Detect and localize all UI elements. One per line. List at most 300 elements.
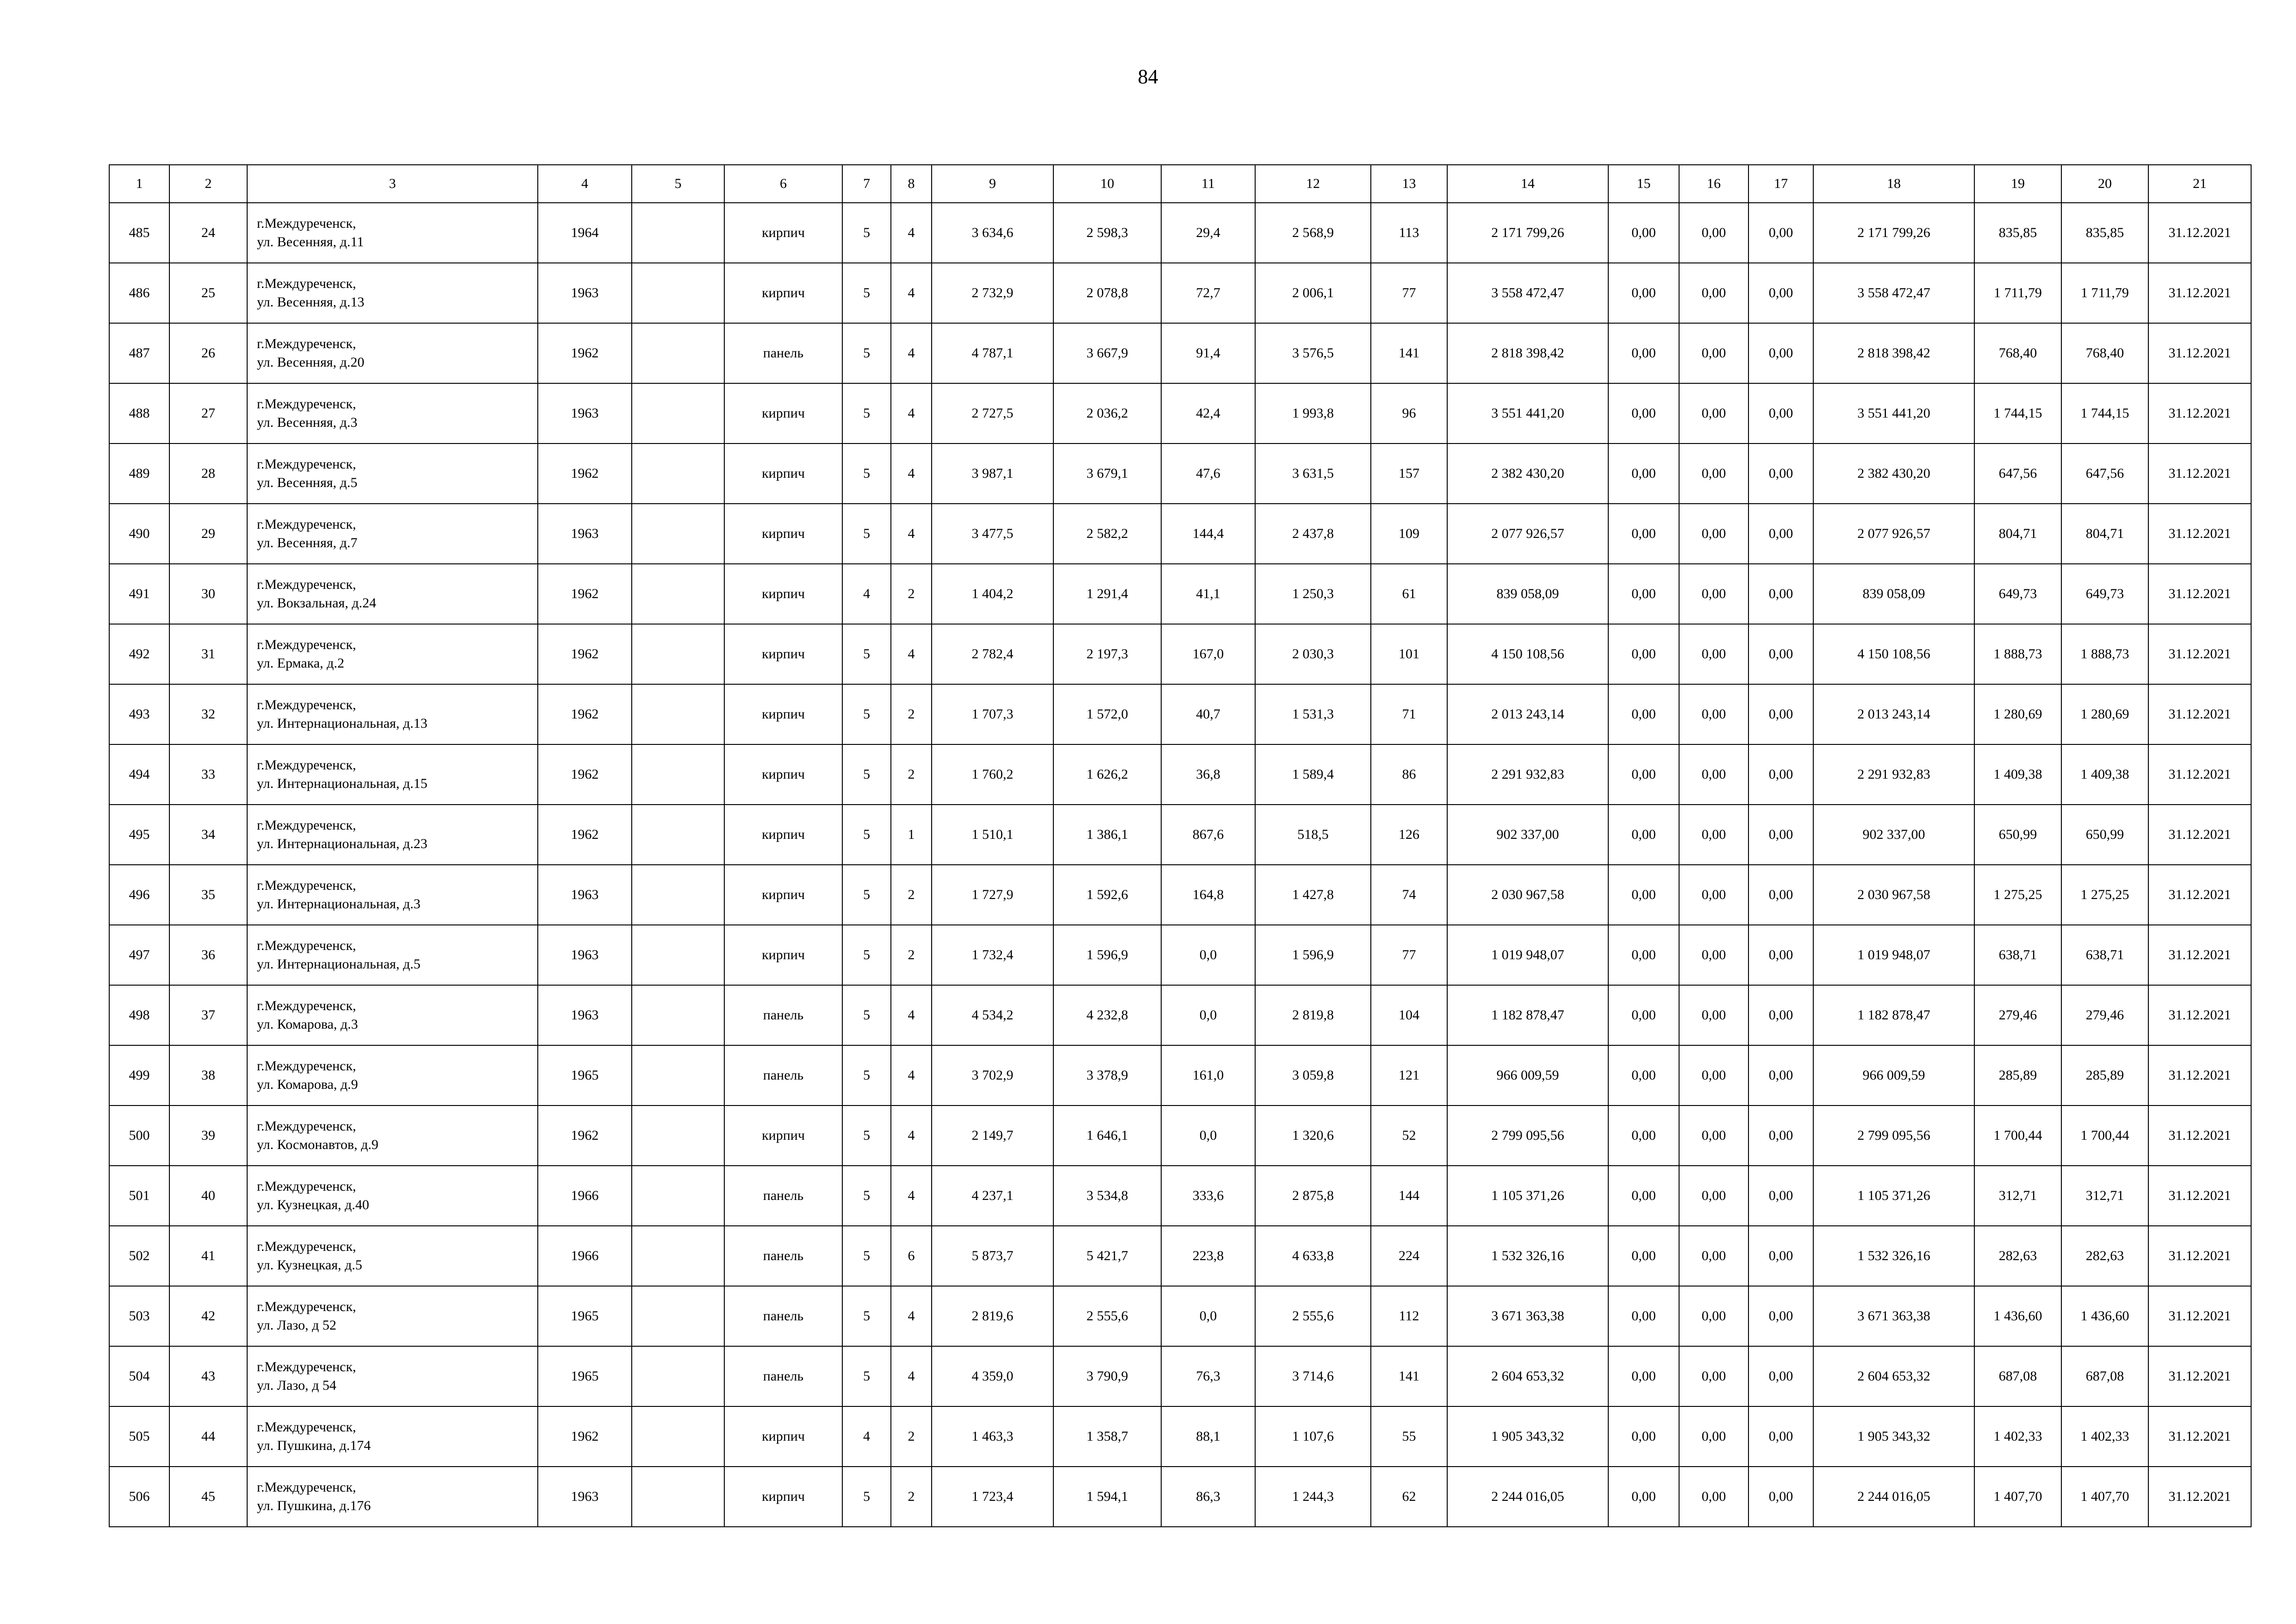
cell-c5 (632, 985, 724, 1045)
cell-c16: 0,00 (1679, 925, 1748, 985)
cell-c1: 495 (109, 805, 169, 865)
address-city: г.Междуреченск, (257, 1359, 356, 1374)
column-header-20: 20 (2061, 165, 2148, 203)
cell-c13: 77 (1371, 925, 1447, 985)
column-header-18: 18 (1813, 165, 1974, 203)
cell-c12: 1 107,6 (1255, 1406, 1371, 1467)
cell-c19: 835,85 (1974, 203, 2061, 263)
cell-c15: 0,00 (1608, 1226, 1679, 1286)
cell-c2: 28 (169, 443, 247, 504)
cell-c11: 40,7 (1161, 684, 1255, 744)
cell-c7: 5 (842, 323, 891, 383)
address-street: ул. Интернациональная, д.13 (257, 716, 428, 731)
cell-c17: 0,00 (1748, 1286, 1813, 1346)
cell-c10: 1 358,7 (1053, 1406, 1161, 1467)
cell-c20: 650,99 (2061, 805, 2148, 865)
cell-c13: 71 (1371, 684, 1447, 744)
cell-c13: 55 (1371, 1406, 1447, 1467)
table-row (109, 925, 2251, 985)
cell-c13: 96 (1371, 383, 1447, 443)
cell-c6: кирпич (724, 744, 842, 805)
address-city: г.Междуреченск, (257, 878, 356, 893)
column-header-7: 7 (842, 165, 891, 203)
cell-c19: 1 280,69 (1974, 684, 2061, 744)
cell-c9: 1 404,2 (932, 564, 1053, 624)
cell-c13: 141 (1371, 323, 1447, 383)
cell-c6: кирпич (724, 1467, 842, 1527)
cell-c11: 36,8 (1161, 744, 1255, 805)
cell-c1: 497 (109, 925, 169, 985)
cell-c9: 3 634,6 (932, 203, 1053, 263)
address-city: г.Междуреченск, (257, 1179, 356, 1194)
table-row (109, 203, 2251, 263)
cell-c5 (632, 925, 724, 985)
cell-c11: 72,7 (1161, 263, 1255, 323)
cell-c19: 282,63 (1974, 1226, 2061, 1286)
cell-c7: 4 (842, 564, 891, 624)
cell-c4: 1962 (538, 443, 632, 504)
cell-c11: 76,3 (1161, 1346, 1255, 1406)
address-city: г.Междуреченск, (257, 216, 356, 231)
cell-c16: 0,00 (1679, 1226, 1748, 1286)
cell-c7: 5 (842, 865, 891, 925)
address-street: ул. Весенняя, д.7 (257, 535, 358, 550)
cell-c11: 0,0 (1161, 1106, 1255, 1166)
cell-c14: 4 150 108,56 (1447, 624, 1608, 684)
address-cell (247, 684, 538, 744)
cell-c14: 2 382 430,20 (1447, 443, 1608, 504)
cell-c19: 279,46 (1974, 985, 2061, 1045)
table-row (109, 564, 2251, 624)
cell-c20: 687,08 (2061, 1346, 2148, 1406)
cell-c13: 144 (1371, 1166, 1447, 1226)
cell-c14: 902 337,00 (1447, 805, 1608, 865)
cell-c5 (632, 383, 724, 443)
address-cell (247, 504, 538, 564)
cell-c20: 279,46 (2061, 985, 2148, 1045)
cell-c17: 0,00 (1748, 1467, 1813, 1527)
cell-c21: 31.12.2021 (2148, 684, 2251, 744)
cell-c4: 1965 (538, 1286, 632, 1346)
cell-c17: 0,00 (1748, 624, 1813, 684)
cell-c12: 2 030,3 (1255, 624, 1371, 684)
cell-c16: 0,00 (1679, 504, 1748, 564)
address-street: ул. Кузнецкая, д.40 (257, 1197, 369, 1212)
cell-c21: 31.12.2021 (2148, 985, 2251, 1045)
cell-c10: 1 386,1 (1053, 805, 1161, 865)
cell-c16: 0,00 (1679, 443, 1748, 504)
cell-c14: 1 905 343,32 (1447, 1406, 1608, 1467)
cell-c9: 3 477,5 (932, 504, 1053, 564)
address-cell (247, 263, 538, 323)
column-header-17: 17 (1748, 165, 1813, 203)
cell-c8: 2 (891, 1406, 932, 1467)
cell-c18: 2 171 799,26 (1813, 203, 1974, 263)
cell-c2: 30 (169, 564, 247, 624)
cell-c1: 501 (109, 1166, 169, 1226)
cell-c10: 2 598,3 (1053, 203, 1161, 263)
cell-c10: 3 667,9 (1053, 323, 1161, 383)
cell-c11: 91,4 (1161, 323, 1255, 383)
cell-c18: 3 558 472,47 (1813, 263, 1974, 323)
column-header-2: 2 (169, 165, 247, 203)
cell-c6: кирпич (724, 263, 842, 323)
cell-c12: 1 427,8 (1255, 865, 1371, 925)
address-city: г.Междуреченск, (257, 818, 356, 833)
cell-c6: панель (724, 1286, 842, 1346)
cell-c15: 0,00 (1608, 1286, 1679, 1346)
cell-c10: 4 232,8 (1053, 985, 1161, 1045)
cell-c13: 126 (1371, 805, 1447, 865)
cell-c4: 1962 (538, 744, 632, 805)
cell-c7: 5 (842, 744, 891, 805)
cell-c7: 4 (842, 1406, 891, 1467)
cell-c16: 0,00 (1679, 684, 1748, 744)
cell-c21: 31.12.2021 (2148, 1045, 2251, 1106)
cell-c18: 2 604 653,32 (1813, 1346, 1974, 1406)
cell-c15: 0,00 (1608, 684, 1679, 744)
cell-c18: 2 799 095,56 (1813, 1106, 1974, 1166)
cell-c9: 1 723,4 (932, 1467, 1053, 1527)
cell-c4: 1962 (538, 684, 632, 744)
cell-c15: 0,00 (1608, 1467, 1679, 1527)
cell-c19: 312,71 (1974, 1166, 2061, 1226)
cell-c2: 31 (169, 624, 247, 684)
cell-c17: 0,00 (1748, 443, 1813, 504)
cell-c21: 31.12.2021 (2148, 443, 2251, 504)
cell-c20: 1 711,79 (2061, 263, 2148, 323)
cell-c8: 4 (891, 323, 932, 383)
cell-c5 (632, 443, 724, 504)
address-city: г.Междуреченск, (257, 1299, 356, 1314)
cell-c14: 839 058,09 (1447, 564, 1608, 624)
cell-c16: 0,00 (1679, 805, 1748, 865)
cell-c5 (632, 1286, 724, 1346)
cell-c19: 1 409,38 (1974, 744, 2061, 805)
table-row (109, 1045, 2251, 1106)
cell-c5 (632, 323, 724, 383)
column-header-3: 3 (247, 165, 538, 203)
cell-c13: 101 (1371, 624, 1447, 684)
cell-c10: 2 197,3 (1053, 624, 1161, 684)
cell-c1: 489 (109, 443, 169, 504)
cell-c8: 4 (891, 203, 932, 263)
cell-c4: 1963 (538, 383, 632, 443)
address-street: ул. Лазо, д 52 (257, 1318, 336, 1333)
cell-c4: 1965 (538, 1045, 632, 1106)
cell-c16: 0,00 (1679, 1346, 1748, 1406)
cell-c2: 38 (169, 1045, 247, 1106)
cell-c19: 647,56 (1974, 443, 2061, 504)
cell-c1: 502 (109, 1226, 169, 1286)
cell-c9: 4 359,0 (932, 1346, 1053, 1406)
address-city: г.Междуреченск, (257, 456, 356, 472)
cell-c12: 1 993,8 (1255, 383, 1371, 443)
cell-c6: кирпич (724, 504, 842, 564)
cell-c9: 3 987,1 (932, 443, 1053, 504)
address-cell (247, 383, 538, 443)
cell-c6: кирпич (724, 925, 842, 985)
cell-c15: 0,00 (1608, 805, 1679, 865)
cell-c7: 5 (842, 1106, 891, 1166)
cell-c4: 1963 (538, 504, 632, 564)
cell-c13: 61 (1371, 564, 1447, 624)
cell-c20: 835,85 (2061, 203, 2148, 263)
table-row (109, 323, 2251, 383)
address-cell (247, 1106, 538, 1166)
cell-c21: 31.12.2021 (2148, 865, 2251, 925)
cell-c17: 0,00 (1748, 985, 1813, 1045)
cell-c2: 27 (169, 383, 247, 443)
address-city: г.Междуреченск, (257, 697, 356, 712)
address-cell (247, 1226, 538, 1286)
cell-c11: 88,1 (1161, 1406, 1255, 1467)
cell-c11: 167,0 (1161, 624, 1255, 684)
address-cell (247, 1467, 538, 1527)
address-city: г.Междуреченск, (257, 396, 356, 412)
cell-c15: 0,00 (1608, 865, 1679, 925)
cell-c21: 31.12.2021 (2148, 1346, 2251, 1406)
cell-c8: 4 (891, 624, 932, 684)
cell-c7: 5 (842, 624, 891, 684)
cell-c17: 0,00 (1748, 1226, 1813, 1286)
address-cell (247, 1166, 538, 1226)
column-header-10: 10 (1053, 165, 1161, 203)
cell-c5 (632, 504, 724, 564)
cell-c8: 2 (891, 925, 932, 985)
cell-c7: 5 (842, 383, 891, 443)
table-row (109, 383, 2251, 443)
cell-c8: 1 (891, 805, 932, 865)
address-city: г.Междуреченск, (257, 637, 356, 652)
cell-c12: 1 320,6 (1255, 1106, 1371, 1166)
cell-c5 (632, 1166, 724, 1226)
cell-c7: 5 (842, 985, 891, 1045)
cell-c18: 966 009,59 (1813, 1045, 1974, 1106)
address-cell (247, 985, 538, 1045)
table-row (109, 985, 2251, 1045)
cell-c6: кирпич (724, 443, 842, 504)
address-street: ул. Вокзальная, д.24 (257, 595, 376, 611)
cell-c12: 2 875,8 (1255, 1166, 1371, 1226)
address-street: ул. Ермака, д.2 (257, 656, 344, 671)
cell-c17: 0,00 (1748, 684, 1813, 744)
cell-c13: 104 (1371, 985, 1447, 1045)
cell-c14: 1 182 878,47 (1447, 985, 1608, 1045)
cell-c13: 109 (1371, 504, 1447, 564)
cell-c8: 4 (891, 1346, 932, 1406)
cell-c11: 164,8 (1161, 865, 1255, 925)
cell-c15: 0,00 (1608, 263, 1679, 323)
column-header-21: 21 (2148, 165, 2251, 203)
column-header-6: 6 (724, 165, 842, 203)
cell-c1: 498 (109, 985, 169, 1045)
cell-c5 (632, 564, 724, 624)
address-city: г.Междуреченск, (257, 757, 356, 773)
cell-c1: 500 (109, 1106, 169, 1166)
cell-c17: 0,00 (1748, 564, 1813, 624)
cell-c4: 1962 (538, 805, 632, 865)
cell-c12: 518,5 (1255, 805, 1371, 865)
cell-c5 (632, 1045, 724, 1106)
cell-c15: 0,00 (1608, 1346, 1679, 1406)
cell-c8: 2 (891, 744, 932, 805)
cell-c19: 649,73 (1974, 564, 2061, 624)
cell-c4: 1962 (538, 1406, 632, 1467)
cell-c12: 3 059,8 (1255, 1045, 1371, 1106)
cell-c13: 74 (1371, 865, 1447, 925)
cell-c9: 5 873,7 (932, 1226, 1053, 1286)
cell-c20: 312,71 (2061, 1166, 2148, 1226)
cell-c2: 32 (169, 684, 247, 744)
cell-c2: 37 (169, 985, 247, 1045)
cell-c10: 3 378,9 (1053, 1045, 1161, 1106)
table-row (109, 443, 2251, 504)
page-number: 84 (1138, 65, 1158, 88)
cell-c1: 506 (109, 1467, 169, 1527)
cell-c20: 638,71 (2061, 925, 2148, 985)
table-row (109, 865, 2251, 925)
table-row (109, 744, 2251, 805)
column-header-12: 12 (1255, 165, 1371, 203)
address-street: ул. Космонавтов, д.9 (257, 1137, 379, 1152)
cell-c20: 285,89 (2061, 1045, 2148, 1106)
address-cell (247, 1406, 538, 1467)
cell-c12: 1 244,3 (1255, 1467, 1371, 1527)
cell-c7: 5 (842, 1166, 891, 1226)
cell-c15: 0,00 (1608, 383, 1679, 443)
cell-c12: 1 589,4 (1255, 744, 1371, 805)
cell-c13: 112 (1371, 1286, 1447, 1346)
address-cell (247, 564, 538, 624)
cell-c19: 1 744,15 (1974, 383, 2061, 443)
column-header-16: 16 (1679, 165, 1748, 203)
address-city: г.Междуреченск, (257, 1058, 356, 1074)
cell-c18: 2 818 398,42 (1813, 323, 1974, 383)
cell-c19: 1 888,73 (1974, 624, 2061, 684)
cell-c13: 141 (1371, 1346, 1447, 1406)
cell-c18: 1 105 371,26 (1813, 1166, 1974, 1226)
cell-c18: 2 244 016,05 (1813, 1467, 1974, 1527)
address-city: г.Междуреченск, (257, 1480, 356, 1495)
cell-c9: 1 732,4 (932, 925, 1053, 985)
cell-c4: 1963 (538, 1467, 632, 1527)
cell-c10: 1 572,0 (1053, 684, 1161, 744)
cell-c19: 285,89 (1974, 1045, 2061, 1106)
address-city: г.Междуреченск, (257, 1118, 356, 1134)
cell-c21: 31.12.2021 (2148, 1226, 2251, 1286)
cell-c9: 2 732,9 (932, 263, 1053, 323)
address-cell (247, 443, 538, 504)
cell-c14: 2 799 095,56 (1447, 1106, 1608, 1166)
cell-c14: 2 244 016,05 (1447, 1467, 1608, 1527)
registry-table (109, 164, 2252, 1527)
table-row (109, 624, 2251, 684)
cell-c21: 31.12.2021 (2148, 203, 2251, 263)
cell-c8: 4 (891, 443, 932, 504)
address-street: ул. Комарова, д.3 (257, 1017, 358, 1032)
cell-c1: 496 (109, 865, 169, 925)
cell-c10: 1 596,9 (1053, 925, 1161, 985)
cell-c2: 24 (169, 203, 247, 263)
cell-c2: 42 (169, 1286, 247, 1346)
cell-c15: 0,00 (1608, 624, 1679, 684)
cell-c9: 4 534,2 (932, 985, 1053, 1045)
cell-c1: 486 (109, 263, 169, 323)
cell-c4: 1966 (538, 1166, 632, 1226)
address-street: ул. Весенняя, д.13 (257, 294, 365, 310)
cell-c15: 0,00 (1608, 1045, 1679, 1106)
cell-c1: 504 (109, 1346, 169, 1406)
cell-c14: 1 019 948,07 (1447, 925, 1608, 985)
cell-c4: 1962 (538, 323, 632, 383)
cell-c17: 0,00 (1748, 323, 1813, 383)
cell-c17: 0,00 (1748, 925, 1813, 985)
cell-c17: 0,00 (1748, 805, 1813, 865)
cell-c16: 0,00 (1679, 1467, 1748, 1527)
cell-c15: 0,00 (1608, 203, 1679, 263)
address-street: ул. Комарова, д.9 (257, 1077, 358, 1092)
cell-c16: 0,00 (1679, 744, 1748, 805)
cell-c16: 0,00 (1679, 985, 1748, 1045)
column-header-5: 5 (632, 165, 724, 203)
address-cell (247, 805, 538, 865)
cell-c15: 0,00 (1608, 925, 1679, 985)
cell-c7: 5 (842, 263, 891, 323)
cell-c20: 649,73 (2061, 564, 2148, 624)
cell-c11: 867,6 (1161, 805, 1255, 865)
cell-c13: 86 (1371, 744, 1447, 805)
cell-c20: 1 409,38 (2061, 744, 2148, 805)
cell-c14: 3 671 363,38 (1447, 1286, 1608, 1346)
cell-c15: 0,00 (1608, 1166, 1679, 1226)
cell-c10: 2 555,6 (1053, 1286, 1161, 1346)
cell-c16: 0,00 (1679, 1106, 1748, 1166)
cell-c12: 4 633,8 (1255, 1226, 1371, 1286)
cell-c1: 505 (109, 1406, 169, 1467)
cell-c8: 4 (891, 1166, 932, 1226)
cell-c19: 650,99 (1974, 805, 2061, 865)
cell-c7: 5 (842, 504, 891, 564)
address-cell (247, 203, 538, 263)
cell-c19: 1 407,70 (1974, 1467, 2061, 1527)
address-cell (247, 744, 538, 805)
cell-c14: 2 171 799,26 (1447, 203, 1608, 263)
cell-c1: 503 (109, 1286, 169, 1346)
cell-c1: 494 (109, 744, 169, 805)
cell-c10: 2 078,8 (1053, 263, 1161, 323)
cell-c10: 2 582,2 (1053, 504, 1161, 564)
cell-c7: 5 (842, 443, 891, 504)
address-street: ул. Весенняя, д.5 (257, 475, 358, 490)
address-city: г.Междуреченск, (257, 276, 356, 291)
cell-c18: 839 058,09 (1813, 564, 1974, 624)
cell-c13: 157 (1371, 443, 1447, 504)
cell-c11: 333,6 (1161, 1166, 1255, 1226)
cell-c12: 3 576,5 (1255, 323, 1371, 383)
cell-c21: 31.12.2021 (2148, 624, 2251, 684)
column-header-1: 1 (109, 165, 169, 203)
cell-c15: 0,00 (1608, 1406, 1679, 1467)
cell-c2: 35 (169, 865, 247, 925)
cell-c6: кирпич (724, 684, 842, 744)
cell-c12: 1 250,3 (1255, 564, 1371, 624)
address-city: г.Междуреченск, (257, 1419, 356, 1435)
cell-c21: 31.12.2021 (2148, 1286, 2251, 1346)
cell-c20: 1 280,69 (2061, 684, 2148, 744)
address-city: г.Междуреченск, (257, 517, 356, 532)
cell-c11: 223,8 (1161, 1226, 1255, 1286)
